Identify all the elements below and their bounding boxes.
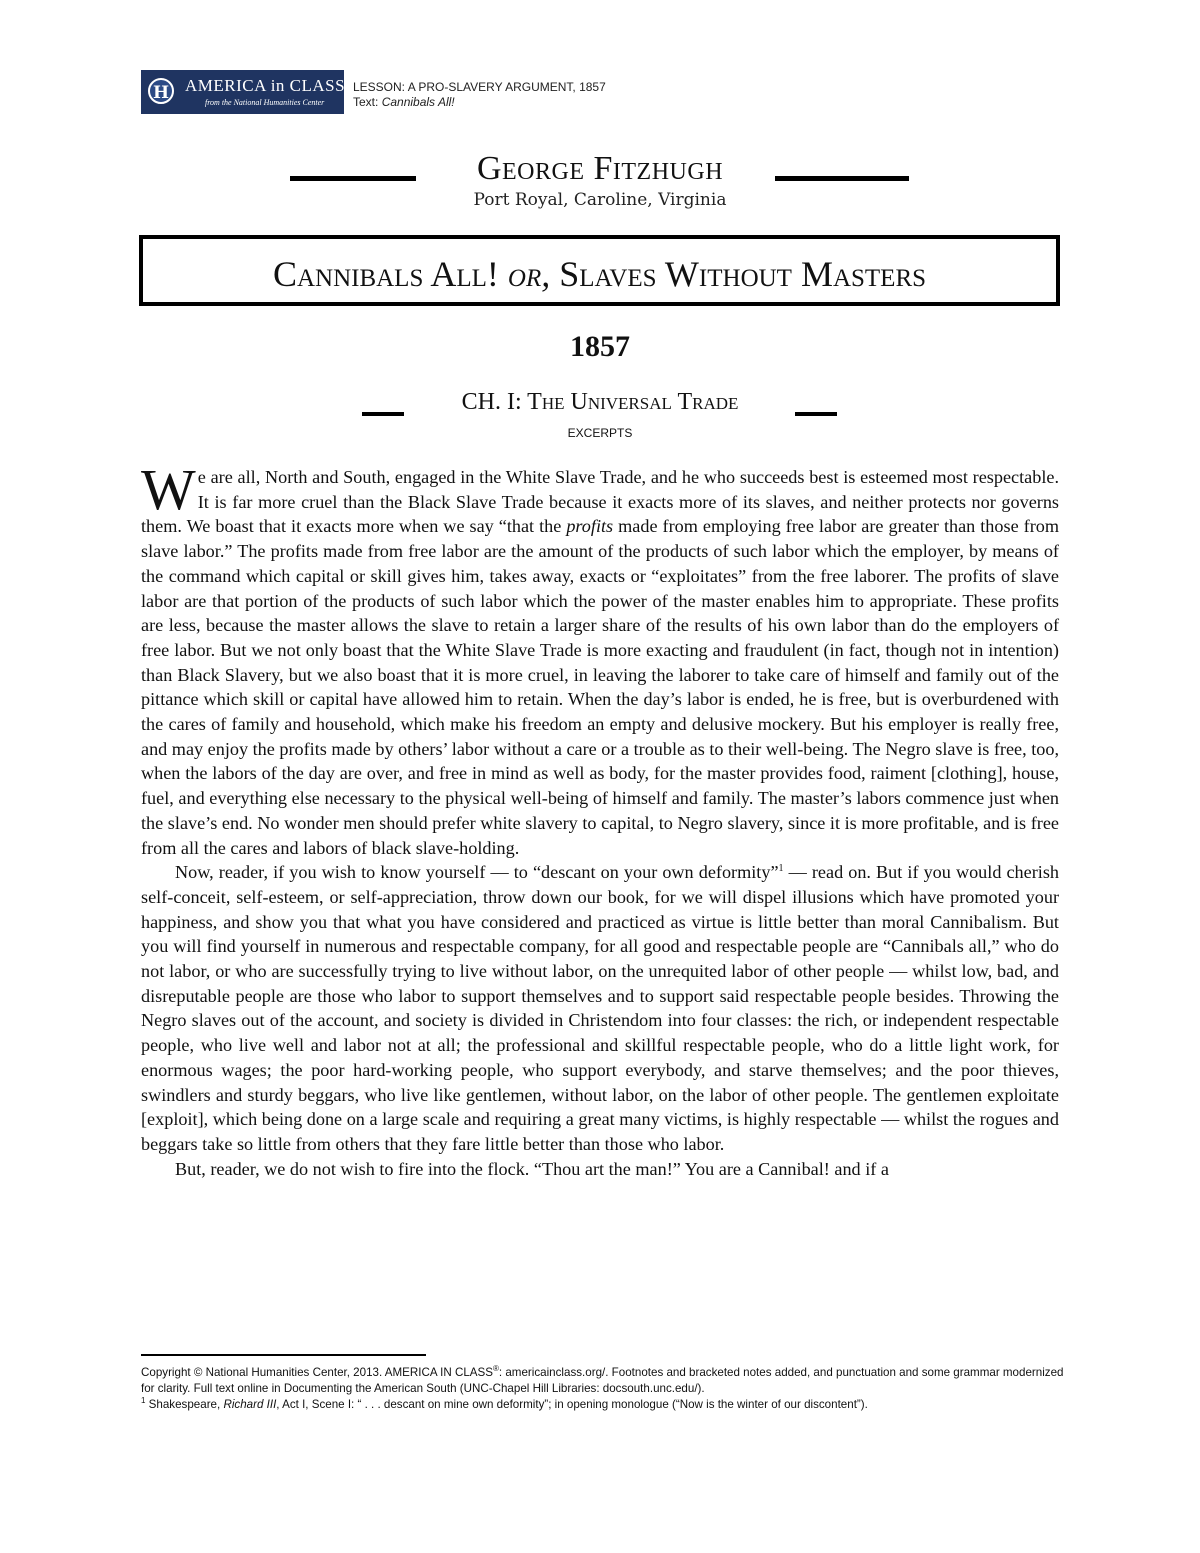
p2-text-b: — read on. But if you would cherish self-conceit, self-esteem, or self-appreciation, throw down our book, for we will dispel illusions which have promoted your happiness, and show you that what you have considered and practiced as virtue is little better than moral Cannibalism. But you will find yourself in numerous and respectable company, for all good and respectable people are “Cannibals all,” who do not labor, or who are successfully trying to live without labor, on the unrequited labor of other people — whilst low, bad, and disreputable people are those who labor to support themselves and to support said respectable people besides. Throwing the Negro slaves out of the account, and society is divided in Christendom into four classes: the rich, or independent respectable people, who live well and labor not at all; the professional and skillful respectable people, who do a little light work, for enormous wages; the poor hard-working people, who support everybody, and starve themselves; and the poor thieves, swindlers and sturdy beggars, who live like gentlemen, without labor, on the labor of other people. The gentlemen exploitate [exploit], which being done on a large scale and requiring a great many victims, is highly respectable — whilst the rogues and beggars take so little from others that they fare little better than those who labor. [141, 862, 1060, 1154]
paragraph-1 [141, 457, 1060, 860]
document-title [143, 253, 1056, 295]
title-box [139, 235, 1060, 306]
footnote-divider [141, 1354, 426, 1356]
footnote-1-number: 1 [141, 1396, 146, 1406]
title-part-2: or, [507, 254, 551, 294]
nhc-seal-icon: H [148, 78, 174, 104]
lesson-title: LESSON: A PRO-SLAVERY ARGUMENT, 1857 [353, 80, 606, 94]
copyright-text-b: : americainclass.org/. Footnotes and bracketed notes added, and punctuation and some grammar modernized for clarity. Full text online in Documenting the American South (UNC-Chapel Hill Libraries: docsouth.unc.edu/). [141, 1366, 1064, 1395]
paragraph-3: But, reader, we do not wish to fire into the flock. “Thou art the man!” You are a Cannibal! and if a [175, 1158, 889, 1179]
paragraph-2 [141, 860, 1059, 1156]
p1-text-b: made from employing free labor are greater than those from slave labor.” The profits made from free labor are the amount of the products of such labor which the employer, by means of the command which capital or skill gives him, takes away, exacts or “exploitates” from the free laborer. The profits of slave labor are that portion of the products of such labor which the power of the master enables him to appropriate. These profits are less, because the master allows the slave to retain a larger share of the results of his own labor than do the employers of free labor. But we not only boast that the White Slave Trade is more exacting and fraudulent (in fact, though not in intention) than Black Slavery, but we also boast that it is more cruel, in leaving the laborer to take care of himself and family out of the pittance which skill or capital have allowed him to retain. When the day’s labor is ended, he is free, but is overburdened with the cares of family and household, which make his freedom an empty and delusive mockery. But his employer is really free, and may enjoy the profits made by others’ labor without a care or a trouble as to their well-being. The Negro slave is free, too, when the labors of the day are over, and free in mind as well as body, for the master provides food, raiment [clothing], house, fuel, and everything else necessary to the physical well-being of himself and family. The master’s labors commence just when the slave’s end. No wonder men should prefer white slavery to capital, to Negro slavery, since it is more profitable, and is free from all the cares and labors of black slave-holding. [141, 516, 1060, 858]
copyright-note [141, 1365, 1066, 1397]
copyright-text-a: Copyright © National Humanities Center, 2013. AMERICA IN CLASS [141, 1366, 494, 1379]
text-prefix: Text: [353, 95, 382, 109]
footnote-1 [141, 1397, 1066, 1413]
footnotes [141, 1365, 1066, 1413]
title-part-1: Cannibals All! [272, 254, 508, 294]
chapter-rule-right [795, 412, 837, 416]
text-title: Cannibals All! [381, 95, 455, 109]
lesson-text-line [353, 95, 606, 110]
footnote-1-text-a: Shakespeare, [145, 1398, 224, 1411]
logo-subtitle: from the National Humanities Center [205, 98, 325, 107]
author-place: Port Royal, Caroline, Virginia [473, 190, 727, 210]
p2-text-a: Now, reader, if you wish to know yourself — to “descant on your own deformity” [175, 862, 779, 883]
footnote-1-italic: Richard III [223, 1398, 277, 1411]
logo-brand-text: AMERICA in CLASS® [185, 76, 359, 95]
footnote-ref-1[interactable]: 1 [778, 863, 784, 875]
p1-text-a: e are all, North and South, engaged in the White Slave Trade, and he who succeeds best is esteemed most respectable. It is far more cruel than the Black Slave Trade because it exacts more of its slaves, and neither protects nor governs them. We boast that it exacts more when we say “that the [141, 467, 1059, 537]
publication-year: 1857 [570, 330, 630, 363]
footnote-1-text-b: , Act I, Scene I: “ . . . descant on mine own deformity”; in opening monologue (“Now is the winter of our discontent”). [276, 1398, 868, 1411]
author-heading [0, 150, 1200, 188]
registered-mark: ® [493, 1364, 499, 1374]
p1-italic: profits [566, 516, 614, 537]
title-part-3: Slaves Without Masters [550, 254, 927, 294]
drop-cap: W [141, 457, 196, 522]
chapter-title: CH. I: The Universal Trade [461, 389, 739, 415]
lesson-header [353, 80, 606, 110]
author-name: George Fitzhugh [476, 150, 724, 187]
america-in-class-logo[interactable] [141, 70, 359, 114]
excerpt-body [141, 457, 1060, 1181]
chapter-subtitle: EXCERPTS [567, 426, 633, 440]
author-rule-right [775, 176, 909, 181]
